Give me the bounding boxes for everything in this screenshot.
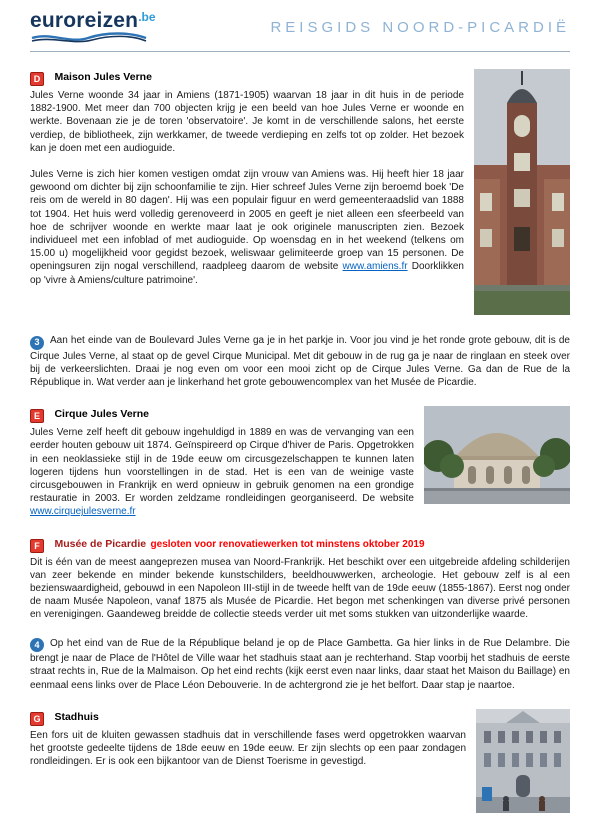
step-3-paragraph [30, 334, 570, 389]
poi-badge-e: E [30, 409, 44, 423]
stadhuis-paragraph-1: Een fors uit de kluiten gewassen stadhuis dat in verschillende fases werd opgetrokken waarvan het grootste gedeelte tijdens de 18de eeuw en 19de eeuw. Er zijn slechts op een paar zondagen rondleidingen. Er is ook een bijkantoor van de Dienst Toerisme in gevestigd. [30, 729, 466, 768]
route-step-3 [30, 334, 570, 389]
maison-title: Maison Jules Verne [54, 71, 152, 83]
cirque-title: Cirque Jules Verne [54, 408, 149, 421]
section-maison-jules-verne [30, 67, 570, 319]
cirque-jules-verne-photo [424, 406, 570, 504]
stadhuis-title: Stadhuis [54, 710, 99, 723]
maison-jules-verne-photo [474, 69, 570, 315]
poi-badge-d: D [30, 72, 44, 86]
route-step-4 [30, 637, 570, 692]
logo-text: euroreizen [30, 9, 139, 32]
section-musee-de-picardie [30, 534, 570, 622]
poi-badge-g: G [30, 712, 44, 726]
step-4-paragraph [30, 637, 570, 692]
maison-paragraph-2-text: Jules Verne is zich hier komen vestigen omdat zijn vrouw van Amiens was. Hij heeft hier 18 jaar gewoond om dichter bij zijn schoonfamilie te zijn. Hier schreef Jules Verne zijn beroemd boek 'De reis om de wereld in 80 dagen'. Hij was een populair figuur en werd gemeenteraadslid van 1888 tot 1904. Het huis werd volledig gerenoveerd in 2005 en geeft je niet alleen een sfeerbeeld van hoe de schrijver woonde en werkte maar laat je ook originele manuscripten zien. Bezoek individueel met een infoblad of met audioguide. Op woensdag en in het weekend (telkens om 15.00 u) mogelijkheid voor gegidst bezoek, weliswaar gelimiteerde groep van 15 personen. De openingsuren zijn nogal verschillend, raadpleeg daarom de website [30, 169, 464, 273]
musee-closure-notice: gesloten voor renovatiewerken tot minstens oktober 2019 [150, 538, 425, 550]
header-logo [30, 10, 156, 44]
poi-badge-f: F [30, 539, 44, 553]
maison-paragraph-2-tail: Doorklikken op 'vivre à Amiens/culture patrimoine'. [30, 261, 464, 286]
route-badge-4: 4 [30, 638, 44, 652]
route-badge-3: 3 [30, 336, 44, 350]
document-title: REISGIDS NOORD-PICARDIË [270, 19, 570, 36]
header [30, 10, 570, 52]
musee-title: Musée de Picardie [54, 537, 147, 550]
logo-suffix: .be [138, 10, 156, 24]
step-3-text: Aan het einde van de Boulevard Jules Verne ga je in het parkje in. Voor jou vind je het ronde grote gebouw, dit is de Cirque Jules Verne, al staat op de gevel Cirque Municipal. Met dit gebouw in de rug ga je naar de ringlaan en steek over bij de verkeerslichten. Draai je nog even om voor een mooi zicht op de Cirque Jules Verne. Ga dan de Rue de la République in. Wat verder aan je linkerhand het grote gebouwencomplex van het Musée de Picardie. [30, 335, 570, 389]
section-cirque-jules-verne [30, 404, 570, 518]
logo-wave-icon [30, 32, 148, 44]
musee-heading [30, 534, 570, 553]
step-4-text: Op het eind van de Rue de la République beland je op de Place Gambetta. Ga hier links in de Rue Delambre. Die brengt je naar de Place de l'Hôtel de Ville waar het stadhuis staat aan je rechterhand. Stap voorbij het stadhuis de eerste straat rechts in, Rue de la Malmaison. Op het eind rechts (kijk eerst even naar links, daar staat het Maison du Baillage) en eenmaal eens links over de Place Léon Debouverie. In de achtergrond zie je het belfort. Daar stap je naartoe. [30, 637, 570, 691]
amiens-website-link[interactable]: www.amiens.fr [342, 261, 408, 273]
maison-paragraph-1: Jules Verne woonde 34 jaar in Amiens (1871-1905) waarvan 18 jaar in dit huis in de periode 1882-1900. Met meer dan 700 objecten krijg je een beeld van hoe Jules Verne er woonde en werkte. Bovenaan zie je de toren 'observatoire'. Je komt in de verschillende salons, het eerste verdiep, de bibliotheek, zijn werkkamer, de tweede verdieping en zelfs tot op zolder. Het bezoek kan je doen met een audioguide. [30, 90, 464, 154]
musee-paragraph-1: Dit is één van de meest aangeprezen musea van Noord-Frankrijk. Het beschikt over een uitgebreide afdeling schilderijen van zeer bekende en minder bekende kunstschilders, beeldhouwwerken, archeologie. Het gebouw zelf is al een bezienswaardigheid, gebouwd in een Napoleon III-stijl in de tweede helft van de 19de eeuw (1855-1867). Eerst nog onder de naam Musée Napoleon, vanaf 1875 als Musée de Picardie. Het begon met schenkingen van diverse privé personen en verenigingen. Gaandeweg breidde de collectie steeds verder uit met soms stukken van uitzonderlijke waarde. [30, 556, 570, 621]
section-stadhuis [30, 707, 570, 817]
cirque-website-link[interactable]: www.cirquejulesverne.fr [30, 506, 136, 518]
cirque-paragraph-text: Jules Verne zelf heeft dit gebouw ingehuldigd in 1889 en was de vervanging van een eerder houten gebouw uit 1874. Geïnspireerd op Cirque d'hiver de Paris. Opgetrokken in een neoklassieke stijl in de 19de eeuw om circusgezelschappen te kunnen laten logeren tijdens hun voorstellingen in de stad. Het is een van de weinige vaste circusgebouwen in Frankrijk en werd opnieuw in gebruik genomen na een grondige restauratie in 2003. Er worden zeldzame rondleidingen georganiseerd. De website [30, 427, 414, 505]
stadhuis-photo [476, 709, 570, 813]
